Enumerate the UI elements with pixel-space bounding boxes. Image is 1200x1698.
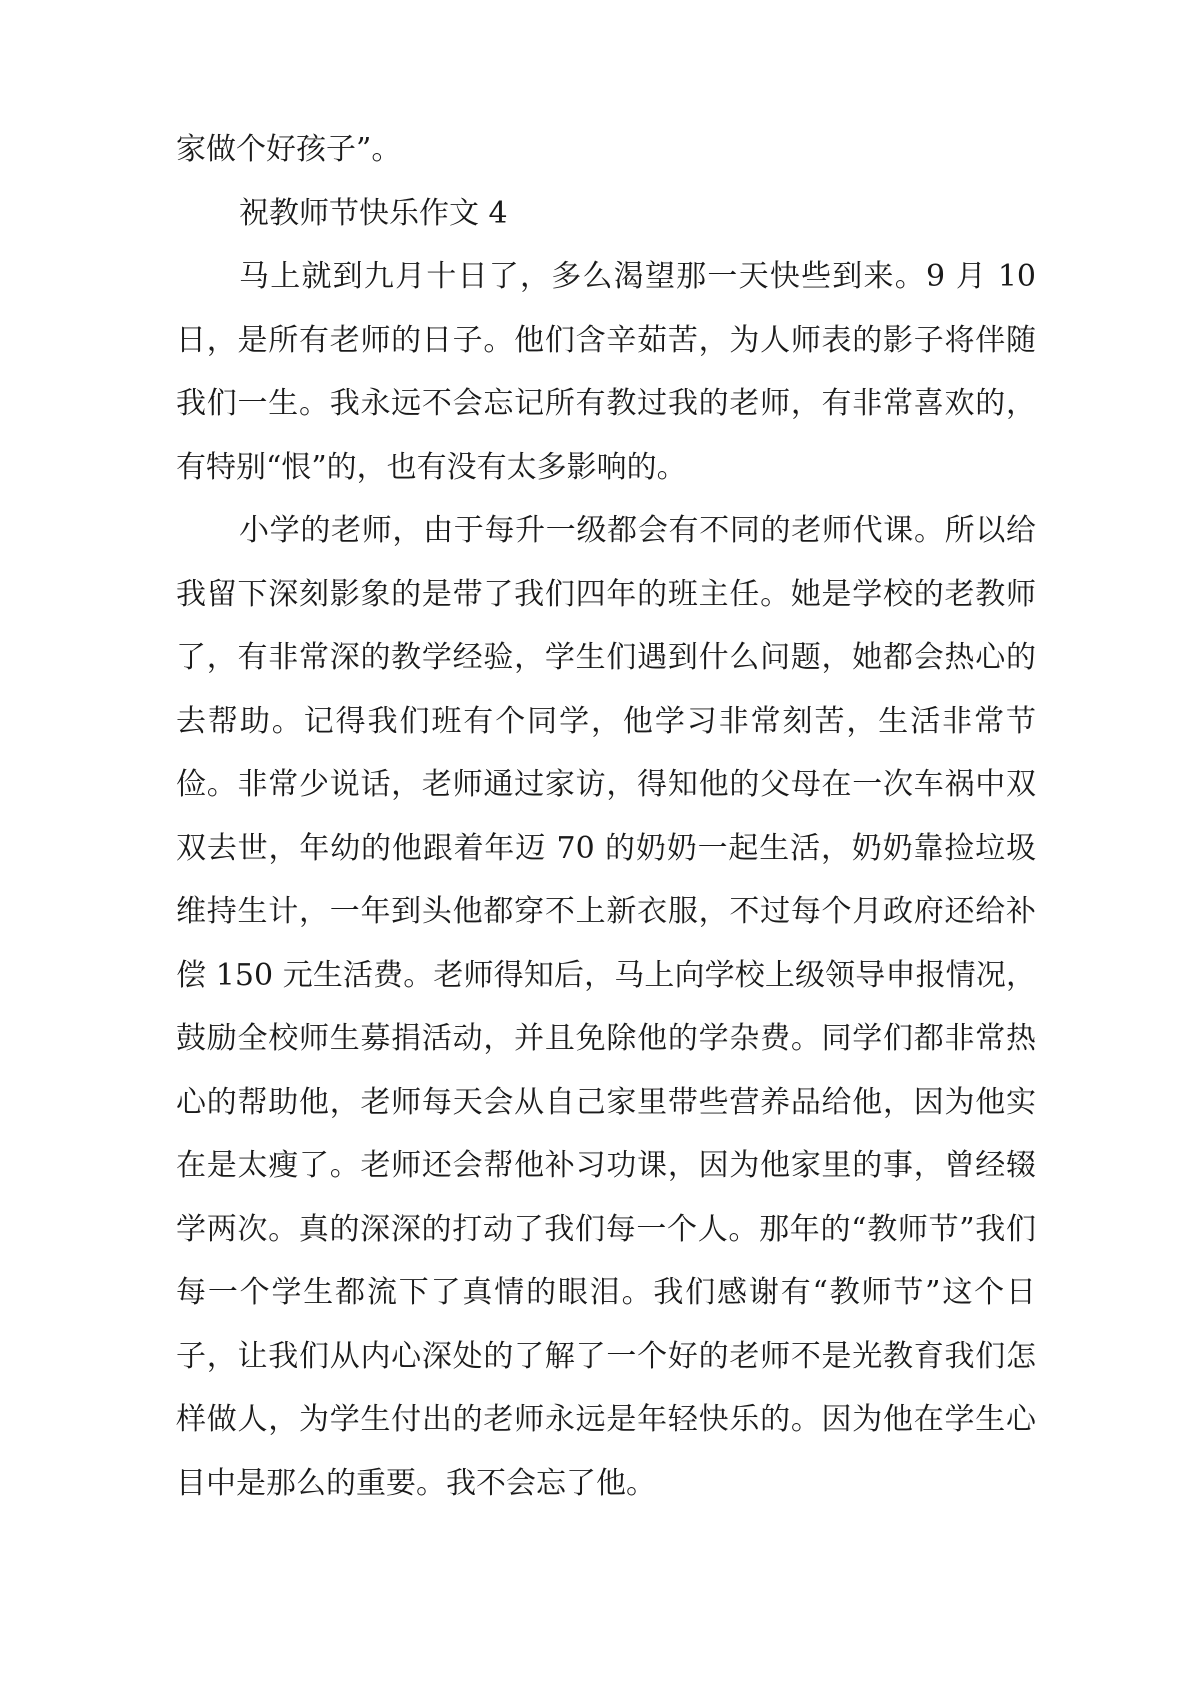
continuation-text: 家做个好孩子”。 bbox=[176, 132, 402, 167]
paragraph: 小学的老师，由于每升一级都会有不同的老师代课。所以给我留下深刻影象的是带了我们四年的班主任。她是学校的老教师了，有非常深的教学经验，学生们遇到什么问题，她都会热心的去帮助。记得我们班有个同学，他学习非常刻苦，生活非常节俭。非常少说话，老师通过家访，得知他的父母在一次车祸中双双去世，年幼的他跟着年迈 70 的奶奶一起生活，奶奶靠捡垃圾维持生计，一年到头他都穿不上新衣服，不过每个月政府还给补偿 150 元生活费。老师得知后，马上向学校上级领导申报情况，鼓励全校师生募捐活动，并且免除他的学杂费。同学们都非常热心的帮助他，老师每天会从自己家里带些营养品给他，因为他实在是太瘦了。老师还会帮他补习功课，因为他家里的事，曾经辍学两次。真的深深的打动了我们每一个人。那年的“教师节”我们每一个学生都流下了真情的眼泪。我们感谢有“教师节”这个日子，让我们从内心深处的了解了一个好的老师不是光教育我们怎样做人，为学生付出的老师永远是年轻快乐的。因为他在学生心目中是那么的重要。我不会忘了他。 bbox=[176, 513, 1036, 1501]
paragraph: 马上就到九月十日了，多么渴望那一天快些到来。9 月 10 日，是所有老师的日子。他们含辛茹苦，为人师表的影子将伴随我们一生。我永远不会忘记所有教过我的老师，有非常喜欢的，有特别“恨”的，也有没有太多影响的。 bbox=[176, 259, 1036, 485]
section-title: 祝教师节快乐作文 4 bbox=[239, 195, 508, 231]
document-body bbox=[176, 118, 1036, 1515]
